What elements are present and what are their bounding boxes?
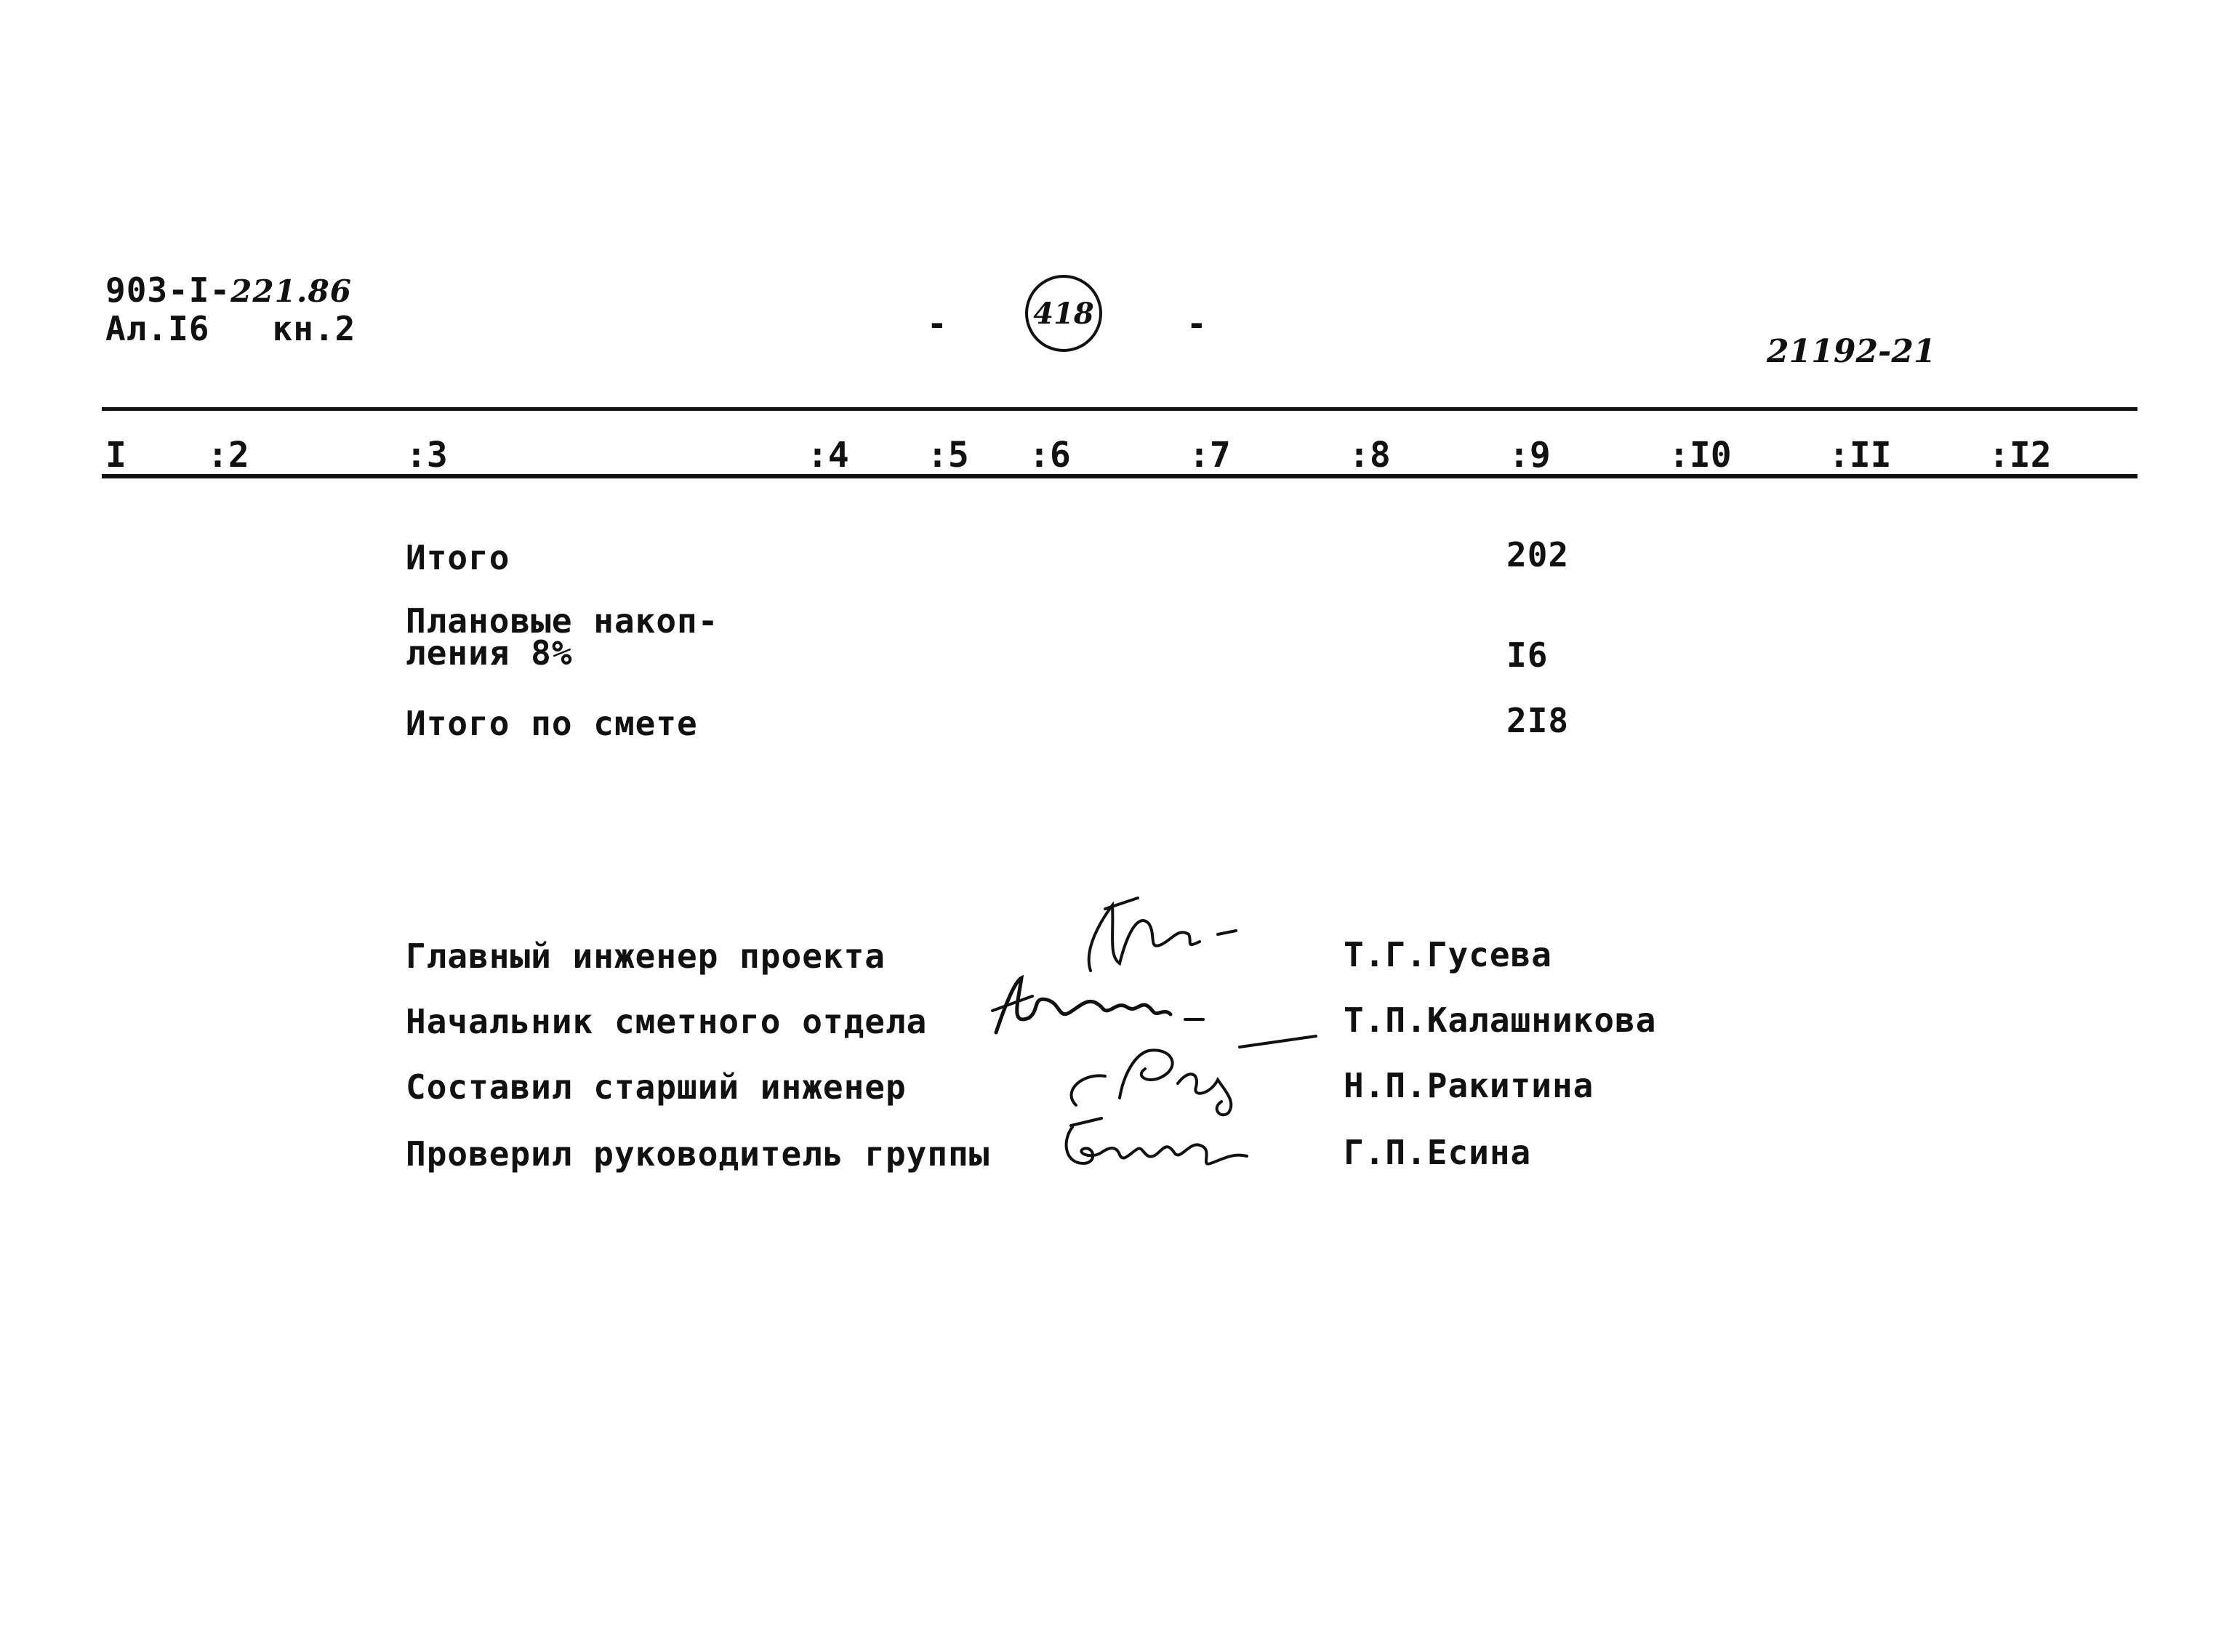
signature-name-chief-engineer: Т.Г.Гусева: [1344, 935, 1552, 974]
column-header-11: :II: [1828, 435, 1892, 476]
page-number-circle: [1025, 275, 1102, 352]
signature-role-senior-engineer: Составил старший инженер: [406, 1067, 907, 1107]
column-header-3: :3: [406, 435, 448, 476]
row-value-total: 202: [1506, 535, 1570, 574]
signature-name-estimate-head: Т.П.Калашникова: [1344, 1001, 1657, 1040]
signature-name-senior-engineer: Н.П.Ракитина: [1344, 1066, 1594, 1105]
signature-role-chief-engineer: Главный инженер проекта: [406, 937, 886, 976]
row-label-grand-total: Итого по смете: [406, 704, 698, 743]
column-header-2: :2: [207, 435, 249, 476]
signature-group-leader: [1058, 1112, 1261, 1178]
signature-role-estimate-head: Начальник сметного отдела: [406, 1002, 928, 1041]
row-label-total: Итого: [406, 538, 510, 577]
column-header-6: :6: [1029, 435, 1071, 476]
inventory-number: 21192-21: [1767, 333, 1936, 370]
column-header-7: :7: [1189, 435, 1231, 476]
table-top-rule: [102, 407, 2137, 411]
signature-senior-engineer: [1054, 1032, 1330, 1120]
column-header-1: I: [105, 435, 127, 476]
document-code: [105, 270, 352, 310]
signature-role-group-leader: Проверил руководитель группы: [406, 1134, 990, 1174]
album-line: Ал.I6 кн.2: [105, 309, 356, 348]
row-label-planned-savings-line-1: Плановые накоп-: [406, 601, 719, 641]
document-code-typed: 903-I-: [105, 270, 231, 310]
row-label-planned-savings: [406, 601, 719, 673]
column-header-8: :8: [1349, 435, 1391, 476]
row-value-planned-savings: I6: [1506, 635, 1549, 675]
row-label-planned-savings-line-2: ления 8%: [406, 633, 573, 673]
signature-name-group-leader: Г.П.Есина: [1344, 1133, 1532, 1172]
page-dash-right: -: [1187, 304, 1208, 343]
page-number: 418: [1033, 297, 1094, 331]
column-header-4: :4: [807, 435, 849, 476]
column-header-9: :9: [1509, 435, 1551, 476]
column-header-10: :I0: [1669, 435, 1732, 476]
column-header-12: :I2: [1988, 435, 2052, 476]
page-dash-left: -: [927, 304, 948, 343]
column-header-5: :5: [927, 435, 969, 476]
row-value-grand-total: 2I8: [1506, 701, 1570, 740]
document-code-handwritten: 221.86: [230, 273, 352, 309]
